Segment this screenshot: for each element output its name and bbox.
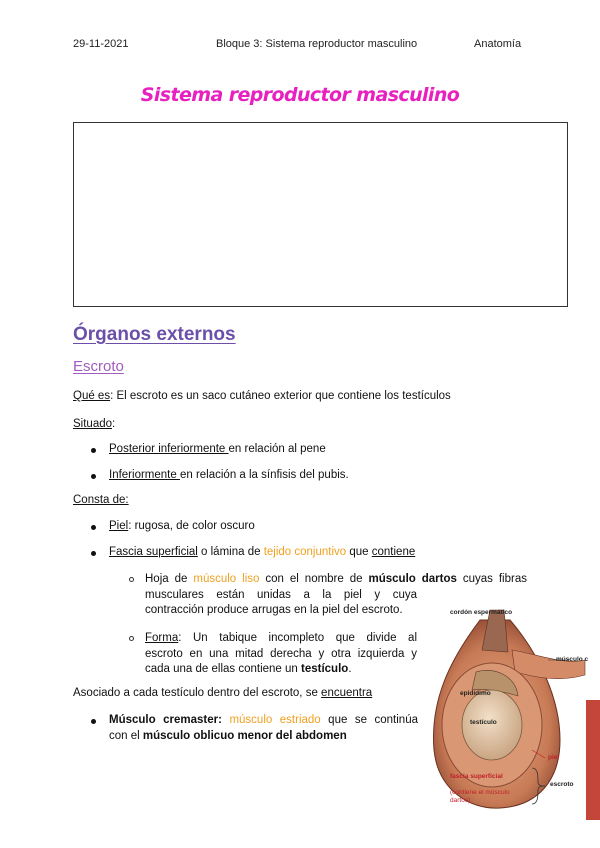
asociado-text: Asociado a cada testículo dentro del escroto, se [73,687,322,699]
situado-item-2-underlined: Inferiormente [109,469,180,481]
forma-line-2: escroto en una mitad derecha y otra izquierda y [145,647,417,660]
situado-label: Situado [73,418,113,430]
label-escroto: escroto [550,781,574,788]
label-epididimo: epidídimo [460,690,491,697]
label-testiculo: testículo [470,719,497,726]
situado-line [73,418,115,430]
forma-period: . [348,663,352,675]
section-heading: Órganos externos [73,324,236,345]
bullet-dot [91,719,96,724]
header-block: Bloque 3: Sistema reproductor masculino [216,38,418,50]
cremaster-bold: Músculo cremaster: [109,714,222,726]
forma-bold: testículo [301,663,349,675]
asociado-line [73,687,372,699]
label-fascia-note-2: dartos) [450,797,471,804]
anatomy-figure [420,600,600,840]
scrotum-illustration [420,600,600,840]
spermatic-cord [482,610,508,652]
que-es-label: Qué es [73,390,111,402]
label-piel: piel [548,754,560,761]
asociado-underlined: encuentra [321,687,373,699]
forma-l3: cada una de ellas contiene un [145,663,302,675]
hoja-line-2: musculares están unidas a la piel y cuya [145,588,417,601]
bullet-dot [91,448,96,453]
situado-colon: : [112,418,116,430]
situado-item-1-underlined: Posterior inferiormente [109,443,229,455]
header-subject: Anatomía [474,38,522,50]
piel-text: : rugosa, de color oscuro [128,520,255,532]
bullet-dot [91,551,96,556]
hoja-line-3: contracción produce arrugas en la piel del escroto. [145,604,403,616]
hoja-t1: Hoja de [145,573,194,585]
cremaster-line-1 [109,713,418,729]
situado-item-2 [109,469,349,481]
situado-item-1-text: en relación al pene [228,443,326,455]
hoja-t3: cuyas fibras [456,573,527,585]
label-fascia: fascia superficial [450,773,503,780]
label-cordon: cordón espermático [450,609,513,616]
cremaster-t1: que se continúa [320,714,418,726]
que-es-line [73,390,451,402]
sub-bullet-circle [129,636,134,641]
fascia-text-1: o lámina de [197,546,264,558]
bullet-dot [91,474,96,479]
forma-line-3 [145,662,417,678]
situado-item-2-text: en relación a la sínfisis del pubis. [179,469,349,481]
fascia-label: Fascia superficial [109,546,198,558]
cremaster-paragraph [109,713,418,744]
forma-paragraph [145,631,417,678]
empty-image-frame [73,122,568,307]
subsection-heading: Escroto [73,358,124,375]
label-fascia-note-1: (contiene el músculo [450,789,510,796]
consta-fascia [109,546,415,558]
sub-bullet-circle [129,577,134,582]
cremaster-bold-2: músculo oblicuo menor del abdomen [142,729,347,742]
forma-t1: : Un tabique incompleto que divide al [178,632,417,644]
que-es-text: : El escroto es un saco cutáneo exterior que contiene los testículos [110,390,451,402]
consta-label: Consta de: [73,494,129,506]
forma-label: Forma [145,632,179,644]
consta-line [73,494,129,506]
fascia-contiene: contiene [371,546,416,558]
label-musculo: músculo c [556,656,589,663]
hoja-t2: con el nombre de [259,573,369,585]
situado-item-1 [109,443,326,455]
fascia-highlight: tejido conjuntivo [263,546,347,558]
piel-label: Piel [109,520,129,532]
consta-piel [109,520,255,532]
page-title: Sistema reproductor masculino [140,84,460,106]
edge-strip [586,700,600,820]
hoja-line-1 [145,572,527,588]
fascia-text-2: que [346,546,372,558]
bullet-dot [91,525,96,530]
forma-line-1 [145,631,417,647]
cremaster-l2: con el [109,729,143,742]
hoja-bold: músculo dartos [368,573,457,585]
cremaster-highlight: músculo estriado [221,714,321,726]
cremaster-line-2 [109,729,418,745]
header-date: 29-11-2021 [73,38,129,50]
hoja-highlight: músculo liso [193,573,260,585]
